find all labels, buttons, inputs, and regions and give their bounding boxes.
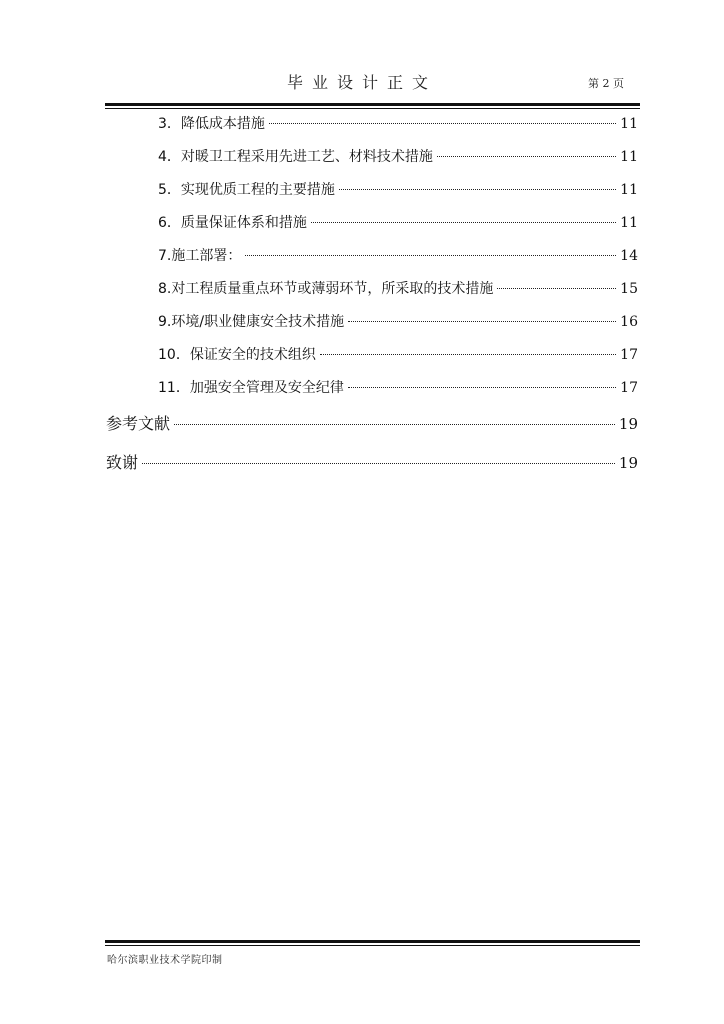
toc-entry[interactable]	[158, 377, 638, 397]
toc-entry[interactable]	[158, 179, 638, 199]
footer-printer-note: 哈尔滨职业技术学院印制	[107, 955, 223, 966]
toc-entry[interactable]	[158, 278, 638, 298]
toc-leader-dots	[245, 255, 616, 256]
toc-entry-page: 17	[620, 380, 638, 396]
toc-entry[interactable]	[158, 344, 638, 364]
toc-entry-page: 15	[620, 281, 638, 297]
toc-entry-page: 11	[620, 116, 638, 132]
toc-leader-dots	[348, 321, 616, 322]
toc-entry[interactable]	[158, 146, 638, 166]
toc-entry[interactable]	[158, 311, 638, 331]
toc-entry-page: 11	[620, 182, 638, 198]
toc-entry-page: 14	[620, 248, 638, 264]
toc-entry[interactable]	[158, 113, 638, 133]
toc-entry-label: 10．保证安全的技术组织	[158, 347, 316, 363]
toc-entry-page: 11	[620, 215, 638, 231]
toc-leader-dots	[174, 424, 615, 425]
toc-entry[interactable]	[158, 212, 638, 232]
toc-entry-label: 3．降低成本措施	[158, 116, 265, 132]
header-rule-thin	[105, 108, 640, 109]
toc-leader-dots	[311, 222, 616, 223]
toc-entry[interactable]	[158, 245, 638, 265]
toc-leader-dots	[269, 123, 616, 124]
toc-entry-label: 7.施工部署：	[158, 248, 242, 264]
toc-entry-label: 4．对暖卫工程采用先进工艺、材料技术措施	[158, 149, 433, 165]
toc-entry-page: 11	[620, 149, 638, 165]
toc-leader-dots	[142, 463, 615, 464]
toc-entry-page: 16	[620, 314, 638, 330]
toc-entry-page: 19	[618, 415, 638, 433]
toc-leader-dots	[348, 387, 616, 388]
toc-entry-label: 8.对工程质量重点环节或薄弱环节，所采取的技术措施	[158, 281, 494, 297]
toc-entry-label: 6．质量保证体系和措施	[158, 215, 307, 231]
footer-rule-thick	[105, 940, 640, 943]
toc-entry-label: 5．实现优质工程的主要措施	[158, 182, 335, 198]
header-page-number: 第 2 页	[588, 77, 624, 90]
toc-leader-dots	[320, 354, 616, 355]
toc-entry-page: 17	[620, 347, 638, 363]
toc-leader-dots	[437, 156, 616, 157]
toc-entry-label: 11．加强安全管理及安全纪律	[158, 380, 344, 396]
header-title: 毕业设计正文	[286, 73, 437, 92]
toc-leader-dots	[497, 288, 616, 289]
toc-entry-label: 致谢	[106, 453, 139, 472]
toc-leader-dots	[339, 189, 616, 190]
toc-entry-acknowledgements[interactable]	[106, 450, 638, 473]
toc-entry-page: 19	[618, 454, 638, 472]
toc-entry-label: 9.环境/职业健康安全技术措施	[158, 314, 345, 330]
header-rule-thick	[105, 103, 640, 106]
footer-rule-thin	[105, 945, 640, 946]
toc-entry-references[interactable]	[106, 411, 638, 434]
toc-entry-label: 参考文献	[106, 414, 171, 433]
